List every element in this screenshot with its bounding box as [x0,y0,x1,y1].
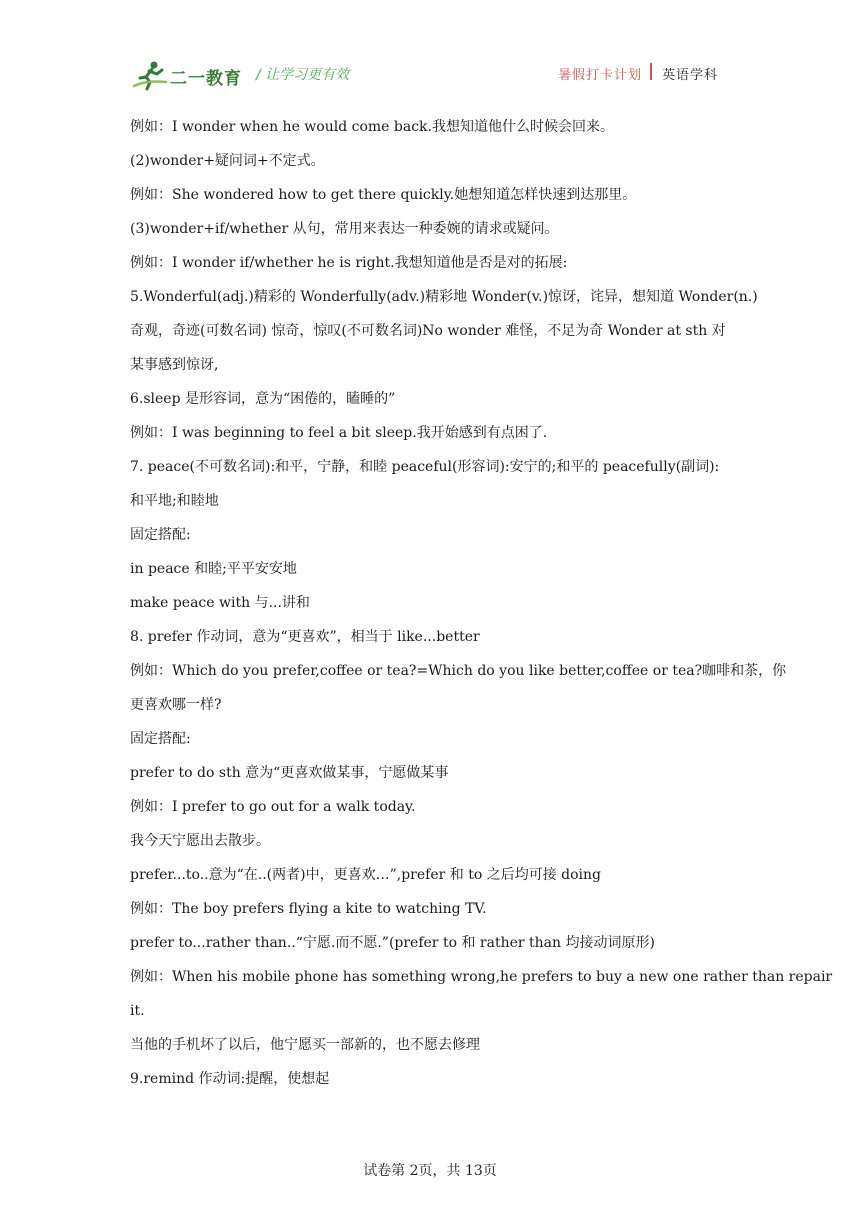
text-line: 9.remind 作动词:提醒，使想起 [130,1071,330,1087]
text-line: 例如：I was beginning to feel a bit sleep.我开始感到有点困了. [130,425,548,441]
text-line: (3)wonder+if/whether 从句，常用来表达一种委婉的请求或疑问。 [130,221,559,237]
text-line: 固定搭配: [130,731,191,747]
text-line: 例如：I wonder when he would come back.我想知道他什么时候会回来。 [130,119,614,135]
text-line: 当他的手机坏了以后，他宁愿买一部新的，也不愿去修理 [130,1037,480,1053]
text-line: 7. peace(不可数名词):和平，宁静，和睦 peaceful(形容词):安宁的;和平的 peacefully(副词): [130,459,720,475]
logo [132,60,242,90]
text-line: 奇观，奇迹(可数名词) 惊奇，惊叹(不可数名词)No wonder 难怪，不足为奇 Wonder at sth 对 [130,323,726,339]
text-line: 更喜欢哪一样? [130,697,222,713]
text-line: 例如：I wonder if/whether he is right.我想知道他是否是对的拓展: [130,255,568,271]
text-line: prefer to...rather than..“宁愿.而不愿.”(prefer to 和 rather than 均接动词原形) [130,935,655,951]
text-line: in peace 和睦;平平安安地 [130,561,297,577]
text-line: 固定搭配: [130,527,191,543]
text-line: (2)wonder+疑问词+不定式。 [130,153,325,169]
plan-label: 暑假打卡计划 [557,68,642,83]
slogan: / 让学习更有效 [256,67,350,83]
document-body [130,110,833,1096]
runner-logo-icon [132,60,168,90]
text-line: 和平地;和睦地 [130,493,219,509]
text-line: it. [130,1003,145,1019]
text-line: prefer...to..意为“在..(两者)中，更喜欢…”,prefer 和 to 之后均可接 doing [130,867,602,883]
text-line: 5.Wonderful(adj.)精彩的 Wonderfully(adv.)精彩地 Wonder(v.)惊讶，诧异，想知道 Wonder(n.) [130,289,758,305]
page-footer: 试卷第 2页，共 13页 [363,1163,497,1179]
text-line: 例如：When his mobile phone has something wrong,he prefers to buy a new one rather than repair [130,969,833,985]
text-line: 8. prefer 作动词，意为“更喜欢”，相当于 like...better [130,629,480,645]
header-divider [650,63,652,80]
text-line: 例如：Which do you prefer,coffee or tea?=Which do you like better,coffee or tea?咖啡和茶，你 [130,663,787,679]
text-line: 例如：I prefer to go out for a walk today. [130,799,416,815]
text-line: 6.sleep 是形容词，意为“困倦的，瞌睡的” [130,391,396,407]
text-line: 我今天宁愿出去散步。 [130,833,270,849]
subject-label: 英语学科 [662,68,719,83]
text-line: prefer to do sth 意为“更喜欢做某事，宁愿做某事 [130,765,449,781]
text-line: 例如：The boy prefers flying a kite to watching TV. [130,901,487,917]
logo-text: 二一教育 [170,69,242,89]
text-line: 例如：She wondered how to get there quickly.她想知道怎样快速到达那里。 [130,187,637,203]
text-line: 某事感到惊讶, [130,357,219,373]
page-header [0,0,860,100]
text-line: make peace with 与...讲和 [130,595,310,611]
